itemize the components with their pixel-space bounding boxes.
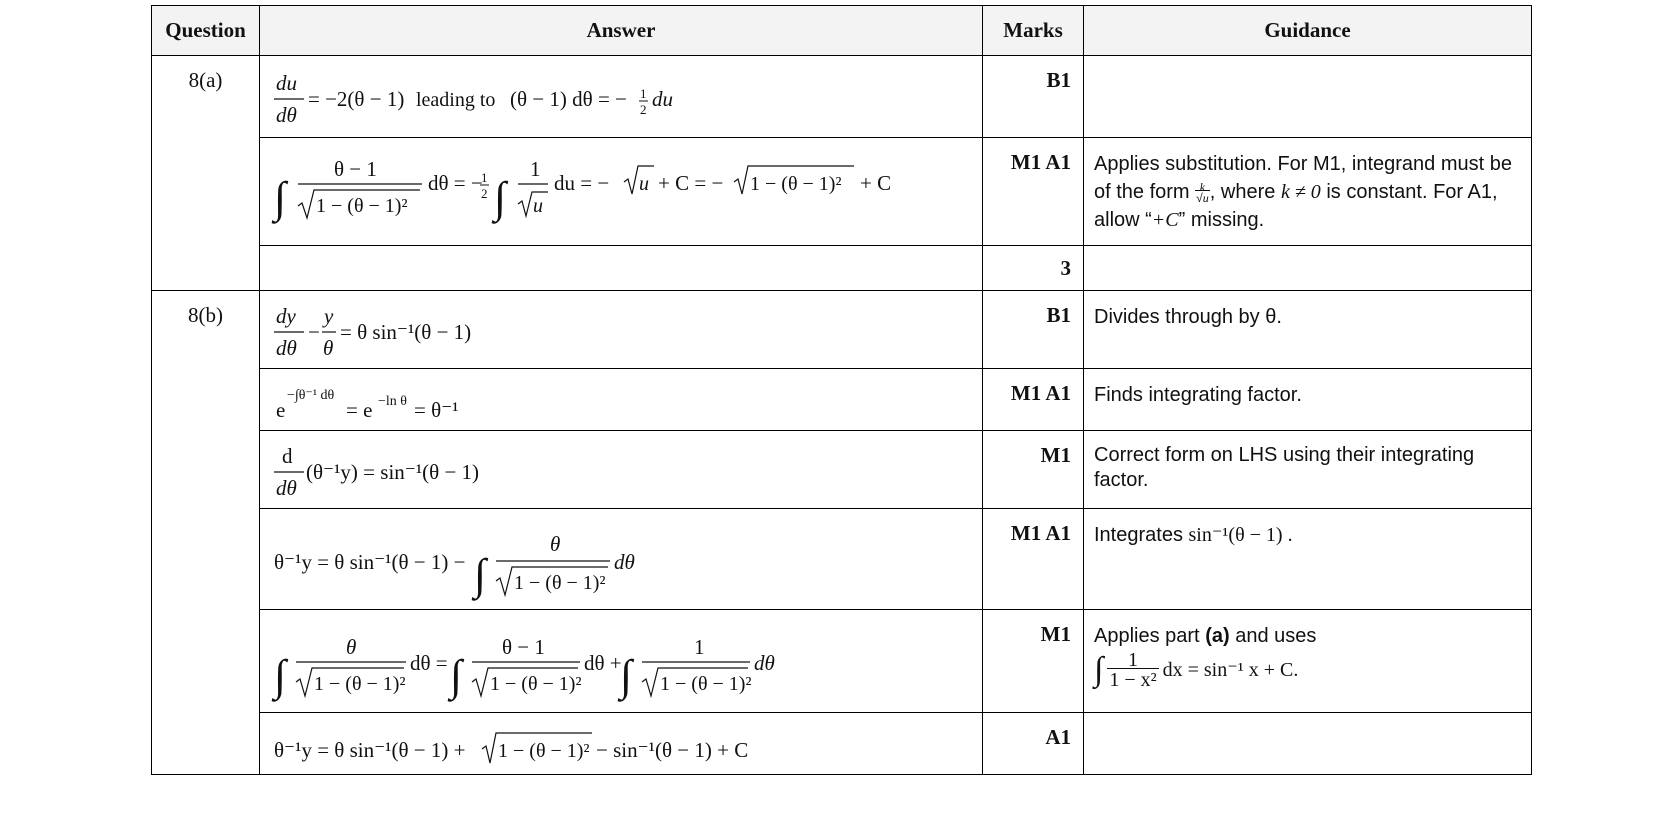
answer-cell <box>260 246 983 291</box>
integral-sign: ∫ <box>474 550 487 599</box>
svg-text:1: 1 <box>530 157 541 181</box>
svg-text:= θ⁻¹: = θ⁻¹ <box>414 398 459 422</box>
svg-text:dθ: dθ <box>276 103 297 127</box>
answer-formula <box>274 439 974 501</box>
guidance-cell <box>1084 713 1532 775</box>
answer-formula <box>274 377 974 425</box>
svg-text:θ − 1: θ − 1 <box>502 635 545 659</box>
answer-cell <box>260 509 983 610</box>
svg-text:+ C = −: + C = − <box>658 171 724 195</box>
guidance-header: Guidance <box>1084 6 1532 56</box>
svg-text:= e: = e <box>346 398 373 422</box>
svg-text:1 − (θ − 1)²: 1 − (θ − 1)² <box>498 740 590 762</box>
svg-text:θ⁻¹y = θ sin⁻¹(θ − 1) −: θ⁻¹y = θ sin⁻¹(θ − 1) − <box>274 550 466 574</box>
svg-text:dθ: dθ <box>276 476 297 500</box>
svg-text:−∫θ⁻¹ dθ: −∫θ⁻¹ dθ <box>287 388 335 403</box>
integral-sign: ∫ <box>494 173 507 222</box>
svg-text:du: du <box>276 71 297 95</box>
svg-text:= θ sin⁻¹(θ − 1): = θ sin⁻¹(θ − 1) <box>340 320 472 344</box>
guidance-cell: Correct form on LHS using their integrating factor. <box>1084 431 1532 509</box>
svg-text:1: 1 <box>481 170 488 185</box>
answer-cell <box>260 138 983 246</box>
fraction-k-over-root-u: k √u <box>1196 179 1209 205</box>
guidance-cell: Finds integrating factor. <box>1084 369 1532 431</box>
svg-text:θ − 1: θ − 1 <box>334 157 377 181</box>
svg-text:1 − (θ − 1)²: 1 − (θ − 1)² <box>750 173 842 195</box>
svg-text:+ C: + C <box>860 171 892 195</box>
answer-formula <box>274 517 974 603</box>
guidance-cell: Applies part (a) and uses ∫ 1 1 − x² dx = sin⁻¹ x + C. <box>1084 610 1532 713</box>
svg-text:dy: dy <box>276 304 296 328</box>
svg-text:leading to: leading to <box>416 89 496 111</box>
svg-text:1 − (θ − 1)²: 1 − (θ − 1)² <box>314 673 406 695</box>
svg-text:θ⁻¹y = θ sin⁻¹(θ − 1) +: θ⁻¹y = θ sin⁻¹(θ − 1) + <box>274 738 466 762</box>
svg-text:1 − (θ − 1)²: 1 − (θ − 1)² <box>490 673 582 695</box>
answer-formula <box>274 618 974 708</box>
table-row <box>152 509 1532 610</box>
svg-text:1 − (θ − 1)²: 1 − (θ − 1)² <box>660 673 752 695</box>
answer-formula <box>274 64 974 130</box>
svg-text:dθ = −: dθ = − <box>428 171 483 195</box>
marks-cell: M1 A1 <box>983 138 1084 246</box>
svg-text:u: u <box>639 173 649 195</box>
marks-cell: B1 <box>983 56 1084 138</box>
svg-text:1 − (θ − 1)²: 1 − (θ − 1)² <box>316 195 408 217</box>
question-number: 8(b) <box>152 291 260 775</box>
header-row <box>152 6 1532 56</box>
table-row <box>152 246 1532 291</box>
integral-sign: ∫ <box>274 173 287 222</box>
svg-text:−ln θ: −ln θ <box>378 394 407 409</box>
svg-text:dθ: dθ <box>754 651 775 675</box>
svg-text:2: 2 <box>640 102 647 117</box>
table-row <box>152 369 1532 431</box>
table-row <box>152 138 1532 246</box>
answer-cell <box>260 431 983 509</box>
answer-formula <box>274 299 974 361</box>
svg-text:(θ⁻¹y) = sin⁻¹(θ − 1): (θ⁻¹y) = sin⁻¹(θ − 1) <box>306 460 480 484</box>
answer-cell <box>260 369 983 431</box>
table-row <box>152 713 1532 775</box>
answer-formula <box>274 721 974 769</box>
table-row <box>152 431 1532 509</box>
mark-scheme-table <box>151 5 1532 775</box>
marks-header: Marks <box>983 6 1084 56</box>
svg-text:θ: θ <box>323 336 334 360</box>
marks-cell: M1 A1 <box>983 509 1084 610</box>
svg-text:= −2(θ − 1): = −2(θ − 1) <box>308 87 405 111</box>
svg-text:dθ =: dθ = <box>410 651 448 675</box>
answer-formula <box>274 146 974 236</box>
svg-text:2: 2 <box>481 186 488 201</box>
answer-cell <box>260 56 983 138</box>
guidance-cell: Applies substitution. For M1, integrand must be of the form k √u, where k ≠ 0 is constant. For A1, allow “+C” missing. <box>1084 138 1532 246</box>
svg-text:du: du <box>652 87 673 111</box>
marks-cell: A1 <box>983 713 1084 775</box>
integral-sign: ∫ <box>450 651 463 700</box>
answer-header: Answer <box>260 6 983 56</box>
table-row <box>152 610 1532 713</box>
svg-text:dθ: dθ <box>276 336 297 360</box>
svg-text:(θ − 1) dθ = −: (θ − 1) dθ = − <box>510 87 627 111</box>
guidance-cell: Divides through by θ. <box>1084 291 1532 369</box>
svg-text:e: e <box>276 398 286 422</box>
question-header: Question <box>152 6 260 56</box>
marks-cell: M1 <box>983 431 1084 509</box>
svg-text:u: u <box>533 195 543 217</box>
svg-text:du = −: du = − <box>554 171 610 195</box>
integral-sign: ∫ <box>620 651 633 700</box>
svg-text:1: 1 <box>694 635 705 659</box>
guidance-cell <box>1084 246 1532 291</box>
guidance-formula: ∫ 1 1 − x² dx = sin⁻¹ x + C. <box>1094 649 1299 691</box>
svg-text:dθ +: dθ + <box>584 651 622 675</box>
marks-cell: M1 A1 <box>983 369 1084 431</box>
svg-text:y: y <box>324 304 334 328</box>
svg-text:dθ: dθ <box>614 550 635 574</box>
svg-text:θ: θ <box>346 635 357 659</box>
svg-text:1: 1 <box>640 86 647 101</box>
svg-text:− sin⁻¹(θ − 1) + C: − sin⁻¹(θ − 1) + C <box>596 738 749 762</box>
question-number: 8(a) <box>152 56 260 291</box>
answer-cell <box>260 291 983 369</box>
table-row <box>152 56 1532 138</box>
svg-text:−: − <box>308 320 320 344</box>
svg-text:d: d <box>282 444 293 468</box>
answer-cell <box>260 610 983 713</box>
guidance-cell: Integrates sin⁻¹(θ − 1) . <box>1084 509 1532 610</box>
integral-sign: ∫ <box>274 651 287 700</box>
table-row <box>152 291 1532 369</box>
guidance-cell <box>1084 56 1532 138</box>
answer-cell <box>260 713 983 775</box>
svg-text:θ: θ <box>550 532 561 556</box>
svg-text:1 − (θ − 1)²: 1 − (θ − 1)² <box>514 572 606 594</box>
marks-cell: M1 <box>983 610 1084 713</box>
marks-cell: B1 <box>983 291 1084 369</box>
marks-total: 3 <box>983 246 1084 291</box>
